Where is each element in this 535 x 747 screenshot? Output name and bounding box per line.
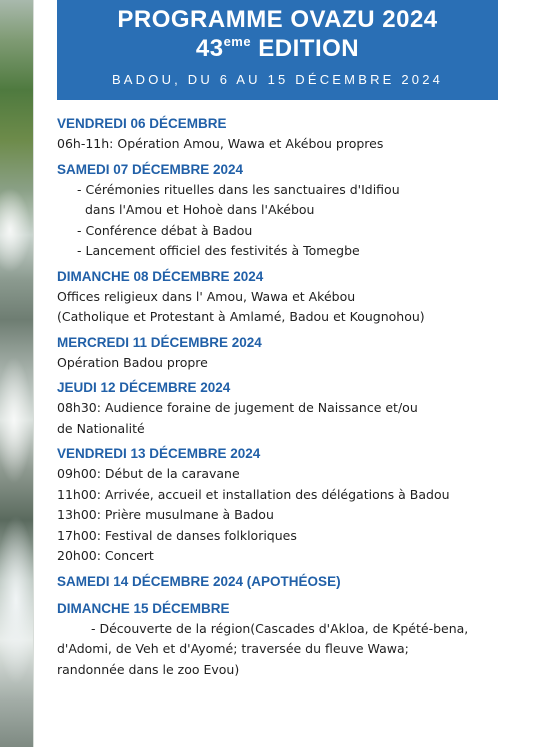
schedule-line: (Catholique et Protestant à Amlamé, Badou et Kougnohou) (57, 309, 425, 324)
schedule-line: - Cérémonies rituelles dans les sanctuaires d'Idifiou (77, 181, 400, 197)
schedule-line: - Découverte de la région(Cascades d'Akloa, de Kpété-bena, (91, 620, 469, 636)
schedule-line: 11h00: Arrivée, accueil et installation des délégations à Badou (57, 486, 450, 502)
day-title: SAMEDI 07 DÉCEMBRE 2024 (57, 161, 244, 177)
edition-number: 43 (195, 35, 224, 62)
day-block-mercredi-11 (57, 332, 517, 374)
edition-word: EDITION (258, 35, 360, 62)
schedule-line: de Nationalité (57, 420, 145, 436)
day-block-samedi-07 (57, 159, 517, 262)
programme-schedule (57, 113, 517, 680)
day-title: MERCREDI 11 DÉCEMBRE 2024 (57, 334, 262, 350)
day-title: DIMANCHE 08 DÉCEMBRE 2024 (57, 268, 264, 284)
waterfall-photo-strip (0, 0, 34, 747)
edition-title (57, 34, 498, 63)
schedule-line: 17h00: Festival de danses folkloriques (57, 527, 297, 543)
day-title: VENDREDI 06 DÉCEMBRE (57, 116, 227, 131)
schedule-line: Offices religieux dans l' Amou, Wawa et Akébou (57, 288, 356, 304)
day-block-dimanche-15 (57, 598, 517, 681)
day-title: VENDREDI 13 DÉCEMBRE 2024 (57, 446, 261, 461)
schedule-line: 13h00: Prière musulmane à Badou (57, 507, 274, 522)
schedule-line: d'Adomi, de Veh et d'Ayomé; traversée du fleuve Wawa; (57, 641, 409, 656)
day-block-vendredi-13 (57, 443, 517, 567)
day-block-jeudi-12 (57, 377, 517, 439)
day-title: DIMANCHE 15 DÉCEMBRE (57, 600, 230, 616)
schedule-line: 06h-11h: Opération Amou, Wawa et Akébou propres (57, 136, 384, 151)
schedule-line: randonnée dans le zoo Evou) (57, 661, 240, 677)
day-block-dimanche-08 (57, 266, 517, 328)
schedule-line: Opération Badou propre (57, 354, 208, 370)
day-title: SAMEDI 14 DÉCEMBRE 2024 (APOTHÉOSE) (57, 573, 341, 589)
schedule-line: - Conférence débat à Badou (77, 222, 253, 238)
schedule-line: 20h00: Concert (57, 548, 154, 563)
header-banner (57, 0, 498, 100)
programme-title: PROGRAMME OVAZU 2024 (117, 6, 438, 33)
schedule-line: - Lancement officiel des festivités à Tomegbe (77, 243, 360, 258)
photo-divider (33, 0, 34, 747)
edition-suffix: eme (223, 34, 252, 49)
day-block-vendredi-06 (57, 113, 517, 155)
schedule-line: dans l'Amou et Hohoè dans l'Akébou (85, 202, 315, 217)
location-dates-subtitle: BADOU, DU 6 AU 15 DÉCEMBRE 2024 (111, 72, 444, 87)
day-block-samedi-14 (57, 571, 517, 592)
schedule-line: 08h30: Audience foraine de jugement de Naissance et/ou (57, 400, 418, 415)
schedule-line: 09h00: Début de la caravane (57, 466, 240, 481)
day-title: JEUDI 12 DÉCEMBRE 2024 (57, 380, 231, 395)
